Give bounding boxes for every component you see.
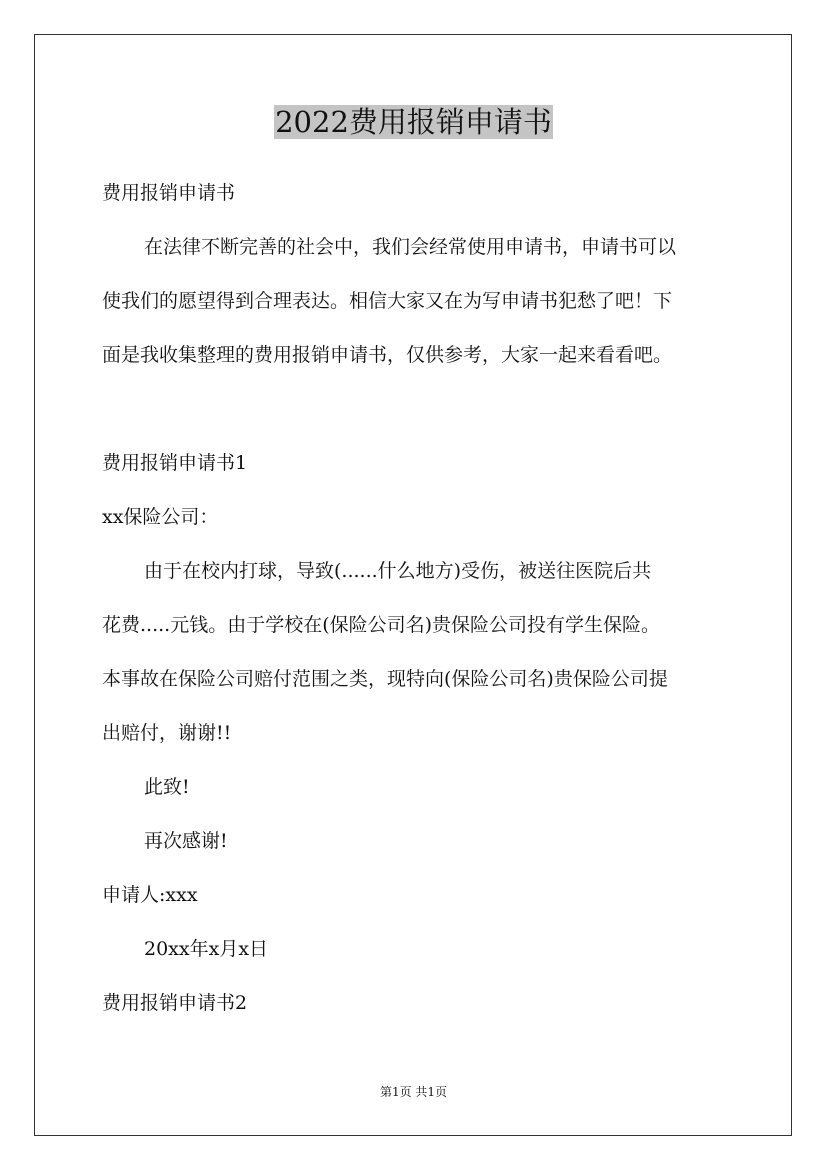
intro-paragraph-line-3: 面是我收集整理的费用报销申请书，仅供参考，大家一起来看看吧。 (102, 344, 673, 366)
thanks-line: 再次感谢! (144, 830, 228, 852)
intro-paragraph-line-1: 在法律不断完善的社会中，我们会经常使用申请书，申请书可以 (144, 236, 677, 258)
page-number-footer: 第1页 共1页 (379, 1085, 448, 1099)
date-line: 20xx年x月x日 (144, 938, 269, 960)
body-paragraph-line-2: 花费.....元钱。由于学校在(保险公司名)贵保险公司投有学生保险。 (102, 614, 661, 636)
applicant-line: 申请人:xxx (102, 884, 198, 906)
salutation: xx保险公司： (102, 506, 219, 528)
body-paragraph-line-3: 本事故在保险公司赔付范围之类，现特向(保险公司名)贵保险公司提 (102, 668, 668, 690)
section-heading-2: 费用报销申请书2 (102, 992, 248, 1014)
closing-line: 此致! (144, 776, 190, 798)
subtitle-line: 费用报销申请书 (102, 182, 236, 204)
body-paragraph-line-1: 由于在校内打球，导致(......什么地方)受伤，被送往医院后共 (144, 560, 652, 582)
section-heading-1: 费用报销申请书1 (102, 452, 248, 474)
document-title-text: 2022费用报销申请书 (275, 105, 552, 139)
body-paragraph-line-4: 出赔付，谢谢!! (102, 722, 232, 744)
intro-paragraph-line-2: 使我们的愿望得到合理表达。相信大家又在为写申请书犯愁了吧！下 (102, 290, 673, 312)
document-title (0, 102, 827, 142)
